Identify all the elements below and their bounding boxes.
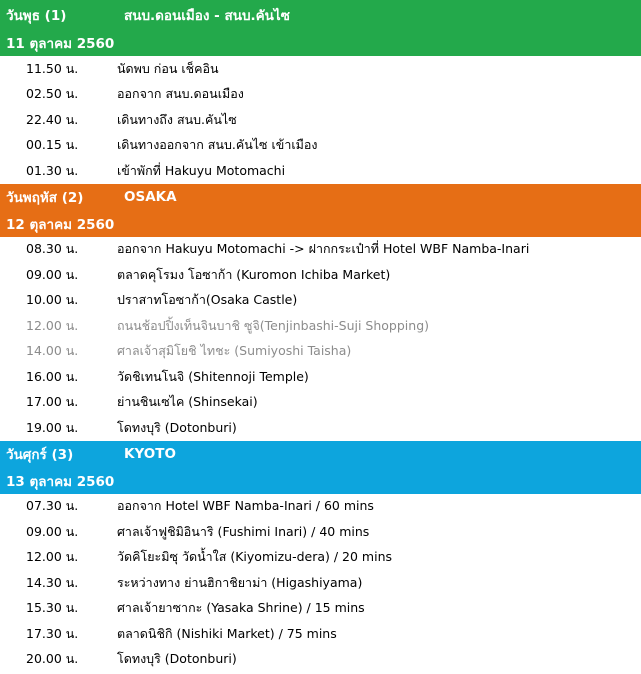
day-header xyxy=(0,441,641,468)
schedule-activity: ตลาดคุโรมง โอซาก้า (Kuromon Ichiba Market) xyxy=(117,266,391,282)
schedule-row xyxy=(0,339,641,365)
schedule-activity: ออกจาก Hakuyu Motomachi -> ฝากกระเป๋าที่ Hotel WBF Namba-Inari xyxy=(117,241,530,257)
schedule-row xyxy=(0,390,641,416)
schedule-time: 19.00 น. xyxy=(26,419,79,435)
day-header xyxy=(0,184,641,211)
day-date: 12 ตุลาคม 2560 xyxy=(0,211,641,237)
schedule-time: 16.00 น. xyxy=(26,368,79,384)
day-place: สนบ.ดอนเมือง - สนบ.คันไซ xyxy=(124,7,290,24)
schedule-row xyxy=(0,494,641,520)
schedule-time: 14.00 น. xyxy=(26,343,79,359)
schedule-row xyxy=(0,158,641,184)
day-title: วันพฤหัส (2) xyxy=(6,190,84,206)
schedule-activity: โดทงบุริ (Dotonburi) xyxy=(117,419,237,435)
schedule-time: 14.30 น. xyxy=(26,574,79,590)
day-header xyxy=(0,0,641,29)
schedule-row xyxy=(0,545,641,571)
schedule-activity: ระหว่างทาง ย่านฮิกาชิยาม่า (Higashiyama) xyxy=(117,574,363,590)
schedule-time: 22.40 น. xyxy=(26,111,79,127)
schedule-activity: ปราสาทโอซาก้า(Osaka Castle) xyxy=(117,292,298,308)
schedule-activity: เข้าพักที่ Hakuyu Motomachi xyxy=(117,162,286,178)
day-place: OSAKA xyxy=(124,189,177,205)
schedule-time: 08.30 น. xyxy=(26,241,79,257)
day-date: 13 ตุลาคม 2560 xyxy=(0,468,641,494)
day-section xyxy=(0,441,641,673)
schedule-activity: ศาลเจ้ายาซากะ (Yasaka Shrine) / 15 mins xyxy=(117,600,365,616)
schedule-time: 11.50 น. xyxy=(26,60,79,76)
schedule-row xyxy=(0,647,641,673)
schedule-time: 12.00 น. xyxy=(26,549,79,565)
schedule-row xyxy=(0,107,641,133)
schedule-activity: เดินทางถึง สนบ.คันไซ xyxy=(117,111,237,127)
schedule-row xyxy=(0,415,641,441)
schedule-time: 09.00 น. xyxy=(26,523,79,539)
schedule-time: 15.30 น. xyxy=(26,600,79,616)
schedule-row xyxy=(0,621,641,647)
schedule-time: 10.00 น. xyxy=(26,292,79,308)
schedule-row xyxy=(0,364,641,390)
day-place: KYOTO xyxy=(124,446,176,462)
schedule-row xyxy=(0,288,641,314)
schedule-activity: ศาลเจ้าฟูชิมิอินาริ (Fushimi Inari) / 40 mins xyxy=(117,523,370,539)
schedule-activity: วัดคิโยะมิซุ วัดน้ำใส (Kiyomizu-dera) / 20 mins xyxy=(117,549,393,565)
schedule-time: 17.00 น. xyxy=(26,394,79,410)
schedule-row xyxy=(0,313,641,339)
schedule-row xyxy=(0,262,641,288)
schedule-activity: ศาลเจ้าสุมิโยชิ ไทชะ (Sumiyoshi Taisha) xyxy=(117,343,352,359)
schedule-time: 09.00 น. xyxy=(26,266,79,282)
schedule-row xyxy=(0,519,641,545)
schedule-activity: นัดพบ ก่อน เช็คอิน xyxy=(117,60,219,76)
schedule-row xyxy=(0,56,641,82)
schedule-row xyxy=(0,82,641,108)
schedule-activity: ออกจาก Hotel WBF Namba-Inari / 60 mins xyxy=(117,498,374,514)
day-title: วันศุกร์ (3) xyxy=(6,447,74,463)
day-title: วันพุธ (1) xyxy=(6,7,67,24)
schedule-time: 01.30 น. xyxy=(26,162,79,178)
schedule-activity: โดทงบุริ (Dotonburi) xyxy=(117,651,237,667)
schedule-activity: เดินทางออกจาก สนบ.คันไซ เข้าเมือง xyxy=(117,137,318,153)
schedule-time: 20.00 น. xyxy=(26,651,79,667)
day-section xyxy=(0,0,641,184)
schedule-time: 07.30 น. xyxy=(26,498,79,514)
schedule-time: 17.30 น. xyxy=(26,625,79,641)
schedule-time: 12.00 น. xyxy=(26,317,79,333)
schedule-activity: ถนนช้อปปิ้งเท็นจินบาชิ ซูจิ(Tenjinbashi-Suji Shopping) xyxy=(117,317,430,333)
schedule-time: 00.15 น. xyxy=(26,137,79,153)
schedule-row xyxy=(0,237,641,263)
day-date: 11 ตุลาคม 2560 xyxy=(0,29,641,56)
schedule-time: 02.50 น. xyxy=(26,86,79,102)
day-section xyxy=(0,184,641,441)
schedule-row xyxy=(0,570,641,596)
schedule-activity: ย่านชินเซไค (Shinsekai) xyxy=(117,394,258,410)
schedule-activity: ออกจาก สนบ.ดอนเมือง xyxy=(117,86,244,102)
schedule-activity: ตลาดนิชิกิ (Nishiki Market) / 75 mins xyxy=(117,625,337,641)
schedule-row xyxy=(0,596,641,622)
schedule-row xyxy=(0,133,641,159)
schedule-activity: วัดชิเทนโนจิ (Shitennoji Temple) xyxy=(117,368,309,384)
